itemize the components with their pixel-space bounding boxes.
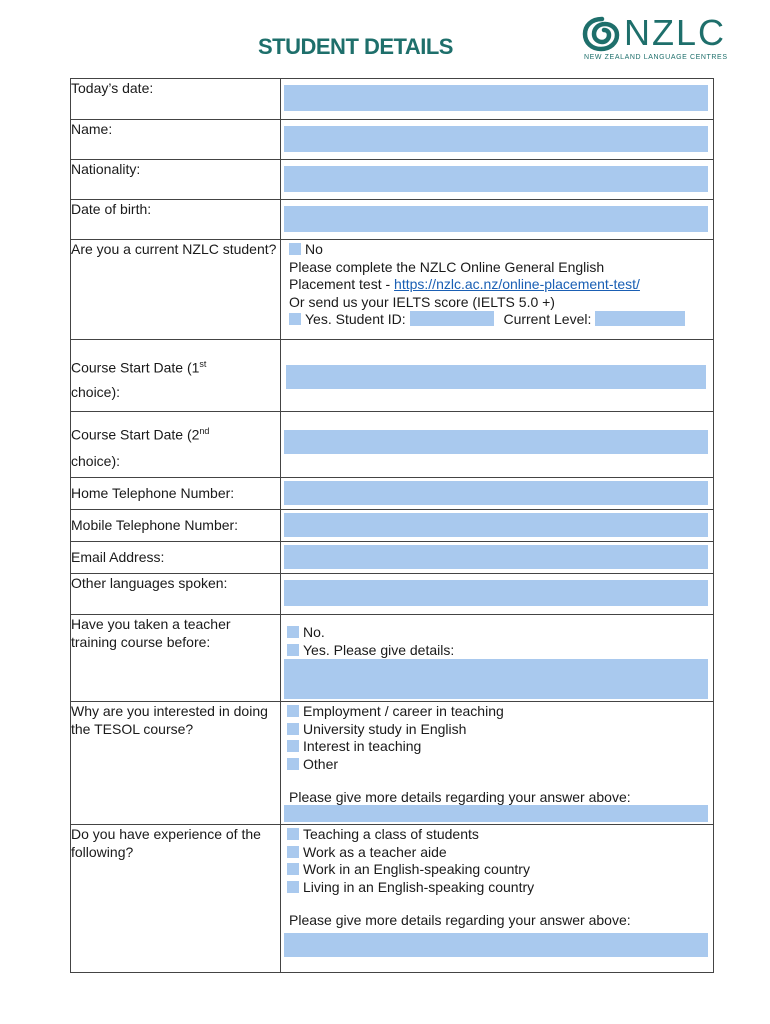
placement-instruction: Please complete the NZLC Online General English [289, 258, 605, 275]
why-option-label: Interest in teaching [303, 738, 422, 754]
training-details-field[interactable] [284, 659, 708, 699]
teacher-training-label: Have you taken a teacher training course before: [71, 615, 281, 702]
training-no-checkbox[interactable] [287, 626, 299, 638]
home-phone-label: Home Telephone Number: [71, 478, 281, 510]
logo-wordmark: NZLC [624, 12, 727, 53]
current-level-label: Current Level: [503, 311, 592, 327]
page-title: STUDENT DETAILS [258, 34, 453, 59]
why-university-checkbox[interactable] [287, 723, 299, 735]
dob-field[interactable] [284, 206, 708, 232]
student-id-field[interactable] [410, 311, 494, 326]
email-label: Email Address: [71, 542, 281, 574]
todays-date-field[interactable] [284, 85, 708, 111]
name-field[interactable] [284, 126, 708, 152]
exp-aide-checkbox[interactable] [287, 846, 299, 858]
placement-test-text: Placement test - [289, 276, 395, 292]
mobile-phone-label: Mobile Telephone Number: [71, 510, 281, 542]
email-field[interactable] [284, 545, 708, 569]
student-details-form [70, 78, 714, 973]
languages-label: Other languages spoken: [71, 574, 281, 615]
exp-option-label: Teaching a class of students [303, 826, 479, 842]
experience-label: Do you have experience of the following? [71, 825, 281, 973]
exp-option-label: Work in an English-speaking country [303, 861, 530, 877]
experience-details-field[interactable] [284, 933, 708, 957]
why-details-field[interactable] [284, 805, 708, 822]
training-no-label: No. [303, 624, 325, 640]
why-tesol-label: Why are you interested in doing the TESOL course? [71, 702, 281, 825]
training-yes-label: Yes. Please give details: [303, 641, 455, 658]
why-interest-checkbox[interactable] [287, 740, 299, 752]
name-label: Name: [71, 120, 281, 160]
swirl-logo-icon [582, 16, 622, 52]
nationality-label: Nationality: [71, 160, 281, 200]
no-option-label: No [305, 241, 323, 257]
dob-label: Date of birth: [71, 200, 281, 240]
languages-field[interactable] [284, 580, 708, 606]
exp-option-label: Work as a teacher aide [303, 843, 447, 860]
current-level-field[interactable] [595, 311, 685, 326]
why-option-label: Employment / career in teaching [303, 703, 504, 719]
todays-date-label: Today’s date: [71, 79, 281, 120]
start-date-2-field[interactable] [284, 430, 708, 454]
experience-details-prompt: Please give more details regarding your answer above: [289, 912, 631, 928]
no-checkbox[interactable] [289, 243, 301, 255]
start-date-1-field[interactable] [286, 365, 706, 389]
home-phone-field[interactable] [284, 481, 708, 505]
why-details-prompt: Please give more details regarding your answer above: [289, 789, 631, 805]
why-options-list [287, 703, 504, 773]
exp-teaching-checkbox[interactable] [287, 828, 299, 840]
experience-options-list [287, 826, 534, 896]
why-employment-checkbox[interactable] [287, 705, 299, 717]
start-date-1-label: Course Start Date (1st choice): [71, 340, 281, 412]
placement-test-link[interactable]: https://nzlc.ac.nz/online-placement-test/ [394, 276, 640, 292]
student-id-label: Yes. Student ID: [305, 311, 406, 327]
nationality-field[interactable] [284, 166, 708, 192]
why-option-label: University study in English [303, 720, 467, 737]
exp-work-abroad-checkbox[interactable] [287, 863, 299, 875]
ielts-instruction: Or send us your IELTS score (IELTS 5.0 +) [289, 293, 555, 310]
exp-option-label: Living in an English-speaking country [303, 878, 535, 895]
start-date-2-label: Course Start Date (2nd choice): [71, 412, 281, 478]
why-option-label: Other [303, 755, 339, 772]
why-other-checkbox[interactable] [287, 758, 299, 770]
training-yes-checkbox[interactable] [287, 644, 299, 656]
current-student-label: Are you a current NZLC student? [71, 240, 281, 340]
yes-checkbox[interactable] [289, 313, 301, 325]
logo-subtitle: NEW ZEALAND LANGUAGE CENTRES [584, 54, 728, 61]
exp-living-abroad-checkbox[interactable] [287, 881, 299, 893]
nzlc-logo [580, 14, 745, 70]
mobile-phone-field[interactable] [284, 513, 708, 537]
